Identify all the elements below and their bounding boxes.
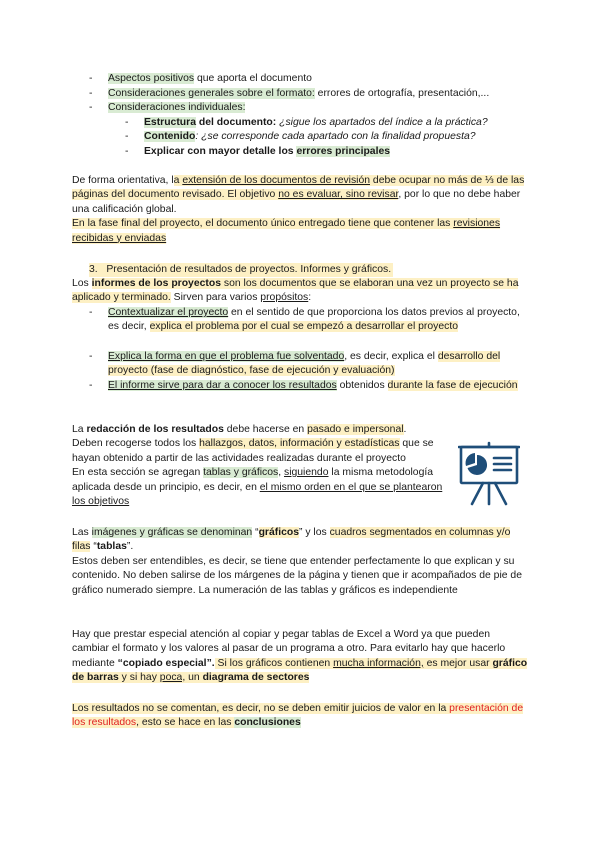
bullet-marker: -	[89, 307, 93, 318]
list-item-text: errores de ortografía, presentación,...	[314, 88, 490, 99]
main-errors-text: errores principales	[296, 146, 391, 157]
presentation-chart-icon	[458, 441, 520, 507]
list-item	[89, 87, 528, 101]
content-label: Contenido	[144, 131, 196, 142]
section-heading	[89, 263, 393, 277]
positive-aspects-text: Aspectos positivos	[108, 73, 195, 84]
bullet-marker: -	[89, 73, 93, 84]
bullet-marker: -	[89, 380, 93, 391]
structure-question: ¿sigue los apartados del índice a la práctica?	[276, 117, 488, 128]
bullet-marker: -	[125, 146, 129, 157]
sub-list-item	[125, 116, 528, 130]
list-item: - Explica la forma en que el problema fue solventado, es decir, explica el desarrollo del proyecto (fase de diagnóstico, fase de ejecución y evaluación)	[89, 351, 501, 377]
bullet-marker: -	[89, 88, 93, 99]
bullet-marker: -	[89, 351, 93, 362]
paragraph-results-writing: La redacción de los resultados debe hacerse en pasado e impersonal. Deben recogerse todos los hallazgos, datos, información y estadísticas que se hayan obtenido a partir de las actividades realizadas durante el proyecto En esta sección se agregan tablas y gráficos, siguiendo la misma metodología aplicada desde un principio, es decir, en el mismo orden en el que se plantearon los objetivos	[72, 424, 443, 508]
paragraph-review-extension: De forma orientativa, la extensión de los documentos de revisión debe ocupar no más de ⅓ de las páginas del documento revisado. El objetivo no es evaluar, sino revisar, por lo que no debe haber una calificación global. En la fase final del proyecto, el documento único entregado tiene que contener las revisiones recibidas y enviadas	[72, 175, 525, 244]
structure-label-suffix: del documento:	[195, 117, 277, 128]
list-item: - Contextualizar el proyecto en el sentido de que proporciona los datos previos al proyecto, es decir, explica el problema por el cual se empezó a desarrollar el proyecto	[89, 307, 520, 333]
section-title: Presentación de resultados de proyectos. Informes y gráficos.	[106, 264, 392, 275]
list-item	[89, 72, 528, 86]
list-item	[89, 101, 528, 115]
paragraph-reports: Los informes de los proyectos son los documentos que se elaboran una vez un proyecto se ha aplicado y terminado. Sirven para varios propósitos:	[72, 278, 519, 304]
individual-considerations-text: Consideraciones individuales:	[108, 102, 246, 113]
content-question: : ¿se corresponde cada apartado con la finalidad propuesta?	[195, 131, 476, 142]
bullet-marker: -	[125, 131, 129, 142]
structure-label: Estructura	[144, 117, 196, 128]
sub-list-item	[125, 130, 528, 144]
list-item: - El informe sirve para dar a conocer los resultados obtenidos durante la fase de ejecución	[108, 379, 528, 393]
paragraph-graphics-tables: Las imágenes y gráficas se denominan “gráficos” y los cuadros segmentados en columnas y/o filas “tablas”. Estos deben ser entendibles, es decir, se tiene que entender perfectamente lo que explican y su contenido. No deben salirse de los márgenes de la página y tienen que ir acompañados de pie de gráfico numerado siempre. La numeración de las tablas y gráficos es independiente	[72, 527, 522, 596]
explain-label: Explicar con mayor detalle los	[144, 146, 297, 157]
list-item-text: que aporta el documento	[194, 73, 312, 84]
paragraph-excel-word: Hay que prestar especial atención al copiar y pegar tablas de Excel a Word ya que pueden cambiar el formato y los valores al pasar de un programa a otro. Para evitarlo hay que hacerlo mediante “copiado especial”. Si los gráficos contienen mucha información, es mejor usar gráfico de barras y si hay poca, un diagrama de sectores	[72, 629, 528, 684]
section-number: 3.	[89, 264, 98, 275]
bullet-marker: -	[125, 117, 129, 128]
paragraph-conclusions: Los resultados no se comentan, es decir, no se deben emitir juicios de valor en la presentación de los resultados, esto se hace en las conclusiones	[72, 703, 524, 729]
sub-list-item	[125, 145, 528, 159]
general-considerations-text: Consideraciones generales sobre el formato:	[108, 88, 315, 99]
bullet-marker: -	[89, 102, 93, 113]
